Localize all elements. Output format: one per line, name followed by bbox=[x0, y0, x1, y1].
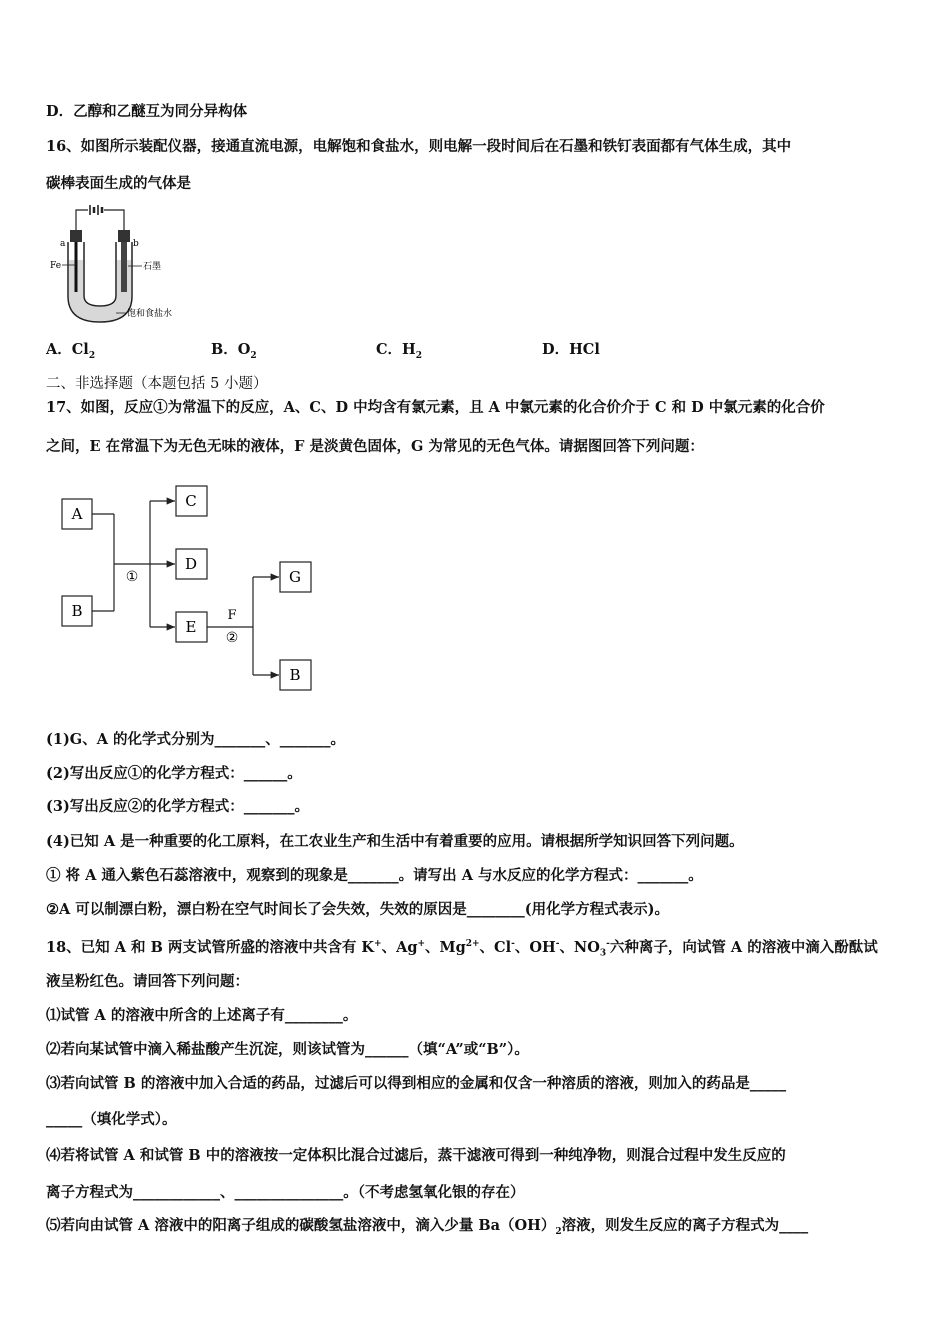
q17-sub4-1: ① 将 A 通入紫色石蕊溶液中，观察到的现象是_______。请写出 A 与水反应的化学方程式：_______。 bbox=[46, 867, 703, 884]
q18-sub3-line2: _____（填化学式）。 bbox=[46, 1111, 177, 1128]
reagent-f-label: F bbox=[227, 608, 237, 623]
label-a: a bbox=[60, 239, 66, 249]
q17-sub1: (1)G、A 的化学式分别为_______、_______。 bbox=[46, 731, 345, 748]
q17-stem-line2: 之间，E 在常温下为无色无味的液体，F 是淡黄色固体，G 为常见的无色气体。请据图回答下列问题： bbox=[46, 438, 704, 455]
q16-option-c: C．$H_2$ bbox=[376, 341, 423, 361]
q17-sub2: (2)写出反应①的化学方程式：______。 bbox=[46, 765, 302, 782]
u-tube-inner bbox=[84, 242, 116, 306]
q17-sub3: (3)写出反应②的化学方程式：_______。 bbox=[46, 798, 310, 815]
q18-stem-line1: 18、已知 A 和 B 两支试管所盛的溶液中共含有 K+、Ag+、$Mg^{2+}$、Cl-、OH-、$NO_3^-$六种离子，向试管 A 的溶液中滴入酚酞试 bbox=[46, 938, 878, 959]
label-fe: Fe bbox=[50, 261, 62, 271]
q16-option-a: A．$Cl_2$ bbox=[46, 341, 96, 361]
q18-sub1: ⑴试管 A 的溶液中所含的上述离子有________。 bbox=[46, 1007, 358, 1024]
box-c-label: C bbox=[185, 492, 197, 510]
stopper-left bbox=[70, 230, 82, 242]
electrolysis-apparatus-figure bbox=[46, 200, 196, 328]
q18-sub4-line1: ⑷若将试管 A 和试管 B 中的溶液按一定体积比混合过滤后，蒸干滤液可得到一种纯净物，则混合过程中发生反应的 bbox=[46, 1147, 786, 1164]
q16-option-d: D．HCl bbox=[542, 341, 600, 358]
q16-option-b: B．$O_2$ bbox=[211, 341, 257, 361]
wire-right bbox=[104, 210, 124, 230]
box-a-label: A bbox=[71, 505, 83, 523]
q17-sub4-2: ②A 可以制漂白粉，漂白粉在空气时间长了会失效，失效的原因是________(用化学方程式表示)。 bbox=[46, 901, 670, 918]
graphite-electrode bbox=[121, 242, 127, 292]
wire-left bbox=[76, 210, 88, 230]
q18-sub4-line2: 离子方程式为____________、_______________。（不考虑氢氧化银的存在） bbox=[46, 1184, 525, 1201]
q17-sub4: (4)已知 A 是一种重要的化工原料，在工农业生产和生活中有着重要的应用。请根据所学知识回答下列问题。 bbox=[46, 833, 744, 850]
q16-stem-line1: 16、如图所示装配仪器，接通直流电源，电解饱和食盐水，则电解一段时间后在石墨和铁钉表面都有气体生成，其中 bbox=[46, 138, 792, 155]
q18-sub2: ⑵若向某试管中滴入稀盐酸产生沉淀，则该试管为______（填“A”或“B”）。 bbox=[46, 1041, 529, 1058]
section-title: 二、非选择题（本题包括 5 小题） bbox=[46, 376, 268, 392]
box-d-label: D bbox=[184, 555, 198, 573]
q18-sub5: ⑸若向由试管 A 溶液中的阳离子组成的碳酸氢盐溶液中，滴入少量 $Ba(OH)_2$溶液，则发生反应的离子方程式为____ bbox=[46, 1217, 809, 1237]
label-b: b bbox=[133, 239, 139, 249]
label-brine: 饱和食盐水 bbox=[127, 309, 173, 319]
q16-stem-line2: 碳棒表面生成的气体是 bbox=[46, 175, 191, 192]
reaction-1-mark: ① bbox=[125, 569, 139, 585]
q18-stem-line2: 液呈粉红色。请回答下列问题： bbox=[46, 973, 249, 990]
q17-reaction-flow-diagram bbox=[46, 480, 336, 700]
box-b2-label: B bbox=[289, 666, 301, 684]
q18-sub3-line1: ⑶若向试管 B 的溶液中加入合适的药品，过滤后可以得到相应的金属和仅含一种溶质的溶液，则加入的药品是_____ bbox=[46, 1075, 787, 1092]
q17-stem-line1: 17、如图，反应①为常温下的反应，A、C、D 中均含有氯元素，且 A 中氯元素的化合价介于 C 和 D 中氯元素的化合价 bbox=[46, 399, 825, 416]
reaction-2-mark: ② bbox=[225, 630, 239, 646]
box-b-label: B bbox=[71, 602, 83, 620]
box-g-label: G bbox=[289, 568, 301, 586]
stopper-right bbox=[118, 230, 130, 242]
q15-option-d: D．乙醇和乙醚互为同分异构体 bbox=[46, 103, 248, 120]
label-graphite: 石墨 bbox=[143, 262, 162, 272]
box-e-label: E bbox=[185, 618, 197, 636]
